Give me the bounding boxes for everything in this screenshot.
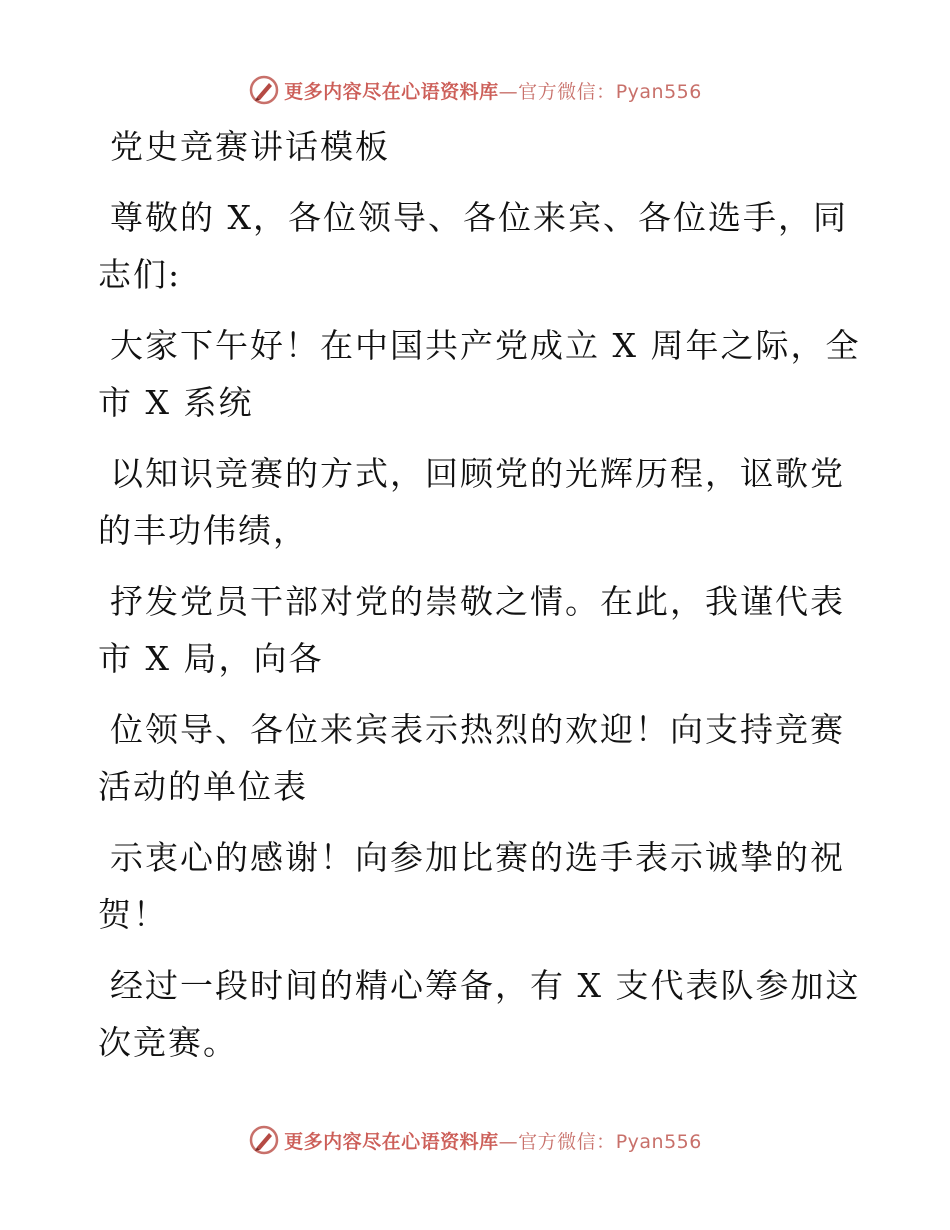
paragraph-line: 经过一段时间的精心筹备，有 X 支代表队参加这: [110, 966, 861, 1005]
paragraph-line: 示衷心的感谢！向参加比赛的选手表示诚挚的祝: [110, 838, 845, 877]
paragraph-line: 的丰功伟绩，: [98, 511, 308, 550]
paragraph: [98, 189, 858, 303]
banner-wechat-id: Pyan556: [615, 1130, 702, 1153]
paragraph-line: 活动的单位表: [98, 767, 308, 806]
paragraph-line: 位领导、各位来宾表示热烈的欢迎！向支持竞赛: [110, 710, 845, 749]
paragraph: [98, 701, 858, 815]
banner-brand: 更多内容尽在心语资料库: [284, 80, 499, 103]
paragraph-line: 次竞赛。: [98, 1023, 238, 1062]
pen-logo-icon: [248, 1124, 280, 1156]
paragraph-line: 市 X 系统: [98, 383, 254, 422]
paragraph: [98, 829, 858, 943]
banner-separator: —: [498, 80, 519, 103]
banner-wechat-label: 官方微信：: [518, 80, 616, 103]
paragraph-line: 尊敬的 X，各位领导、各位来宾、各位选手，同: [110, 198, 848, 237]
paragraph: [98, 445, 858, 559]
paragraph-line: 市 X 局，向各: [98, 639, 324, 678]
paragraph-line: 大家下午好！在中国共产党成立 X 周年之际，全: [110, 326, 861, 365]
document-body: [98, 118, 861, 1071]
banner-separator: —: [498, 1130, 519, 1153]
banner-wechat-label: 官方微信：: [518, 1130, 616, 1153]
paragraph-line: 以知识竞赛的方式，回顾党的光辉历程，讴歌党: [110, 454, 845, 493]
paragraph: [98, 317, 861, 431]
paragraph: [98, 957, 861, 1071]
header-watermark-banner: [0, 70, 950, 110]
paragraph-line: 抒发党员干部对党的崇敬之情。在此，我谨代表: [110, 582, 845, 621]
paragraph-line: 志们:: [98, 255, 182, 294]
banner-wechat-id: Pyan556: [615, 80, 702, 103]
paragraph: [98, 573, 858, 687]
paragraph-line: 贺！: [98, 895, 168, 934]
footer-watermark-banner: [0, 1120, 950, 1160]
banner-brand: 更多内容尽在心语资料库: [284, 1130, 499, 1153]
document-title: 党史竞赛讲话模板: [110, 127, 390, 166]
pen-logo-icon: [248, 74, 280, 106]
